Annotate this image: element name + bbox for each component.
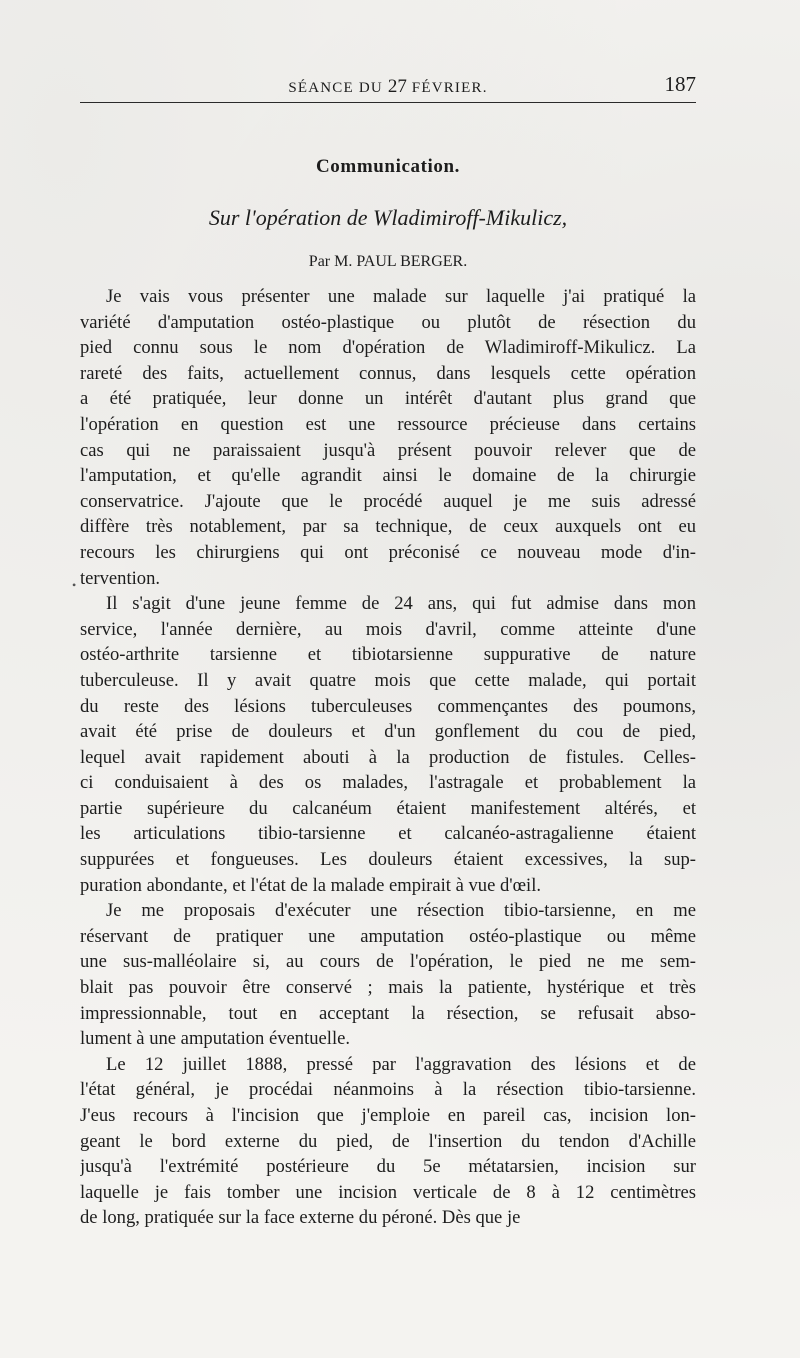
text-line: suppurées et fongueuses. Les douleurs étaient excessives, la sup-	[80, 849, 696, 871]
paragraph	[80, 591, 696, 898]
text-line: lument à une amputation éventuelle.	[80, 1028, 351, 1050]
text-line: l'état général, je procédai néanmoins à la résection tibio-tarsienne.	[80, 1079, 696, 1101]
text-line: une sus-malléolaire si, au cours de l'opération, le pied ne me sem-	[80, 951, 696, 973]
text-line: variété d'amputation ostéo-plastique ou plutôt de résection du	[80, 311, 696, 333]
text-line: a été pratiquée, leur donne un intérêt d'autant plus grand que	[80, 388, 696, 410]
text-line: cas qui ne paraissaient jusqu'à présent pouvoir relever que de	[80, 439, 696, 461]
text-line: ostéo-arthrite tarsienne et tibiotarsienne suppurative de nature	[80, 644, 696, 666]
paragraph	[80, 898, 696, 1052]
margin-mark: •	[72, 578, 77, 592]
header-rule	[80, 102, 696, 103]
text-line: geant le bord externe du pied, de l'insertion du tendon d'Achille	[80, 1130, 696, 1152]
body-text	[80, 284, 696, 1231]
text-line: Il s'agit d'une jeune femme de 24 ans, qui fut admise dans mon	[106, 593, 696, 615]
byline: Par M. PAUL BERGER.	[308, 253, 468, 270]
running-title	[80, 76, 696, 98]
running-title-day: 27	[387, 76, 407, 97]
running-title-suffix: FÉVRIER.	[406, 80, 488, 96]
text-line: ci conduisaient à des os malades, l'astragale et probablement la	[80, 772, 696, 794]
text-line: tuberculeuse. Il y avait quatre mois que cette malade, qui portait	[80, 669, 696, 691]
text-line: puration abondante, et l'état de la malade empirait à vue d'œil.	[80, 874, 542, 896]
text-line: impressionnable, tout en acceptant la résection, se refusait abso-	[80, 1002, 696, 1024]
text-line: pied connu sous le nom d'opération de Wladimiroff-Mikulicz. La	[80, 337, 696, 359]
text-line: Le 12 juillet 1888, pressé par l'aggravation des lésions et de	[106, 1053, 696, 1075]
paragraph	[80, 1052, 696, 1231]
text-line: blait pas pouvoir être conservé ; mais la patiente, hystérique et très	[80, 977, 696, 999]
text-line: du reste des lésions tuberculeuses commençantes des poumons,	[80, 695, 696, 717]
text-line: jusqu'à l'extrémité postérieure du 5e métatarsien, incision sur	[80, 1156, 696, 1178]
text-line: avait été prise de douleurs et d'un gonflement du cou de pied,	[80, 721, 696, 743]
text-line: Je me proposais d'exécuter une résection tibio-tarsienne, en me	[106, 900, 696, 922]
paragraph	[80, 284, 696, 591]
running-title-prefix: SÉANCE DU	[288, 80, 388, 96]
text-line: conservatrice. J'ajoute que le procédé auquel je me suis adressé	[80, 490, 696, 512]
text-line: Je vais vous présenter une malade sur laquelle j'ai pratiqué la	[106, 286, 696, 307]
page-number: 187	[664, 72, 696, 96]
text-line: service, l'année dernière, au mois d'avril, comme atteinte d'une	[80, 618, 696, 640]
text-line: réservant de pratiquer une amputation ostéo-plastique ou même	[80, 925, 696, 947]
text-line: J'eus recours à l'incision que j'emploie en pareil cas, incision lon-	[80, 1105, 696, 1126]
text-line: l'opération en question est une ressource précieuse dans certains	[80, 413, 696, 435]
text-line: lequel avait rapidement abouti à la production de fistules. Celles-	[80, 746, 696, 768]
article-title: Sur l'opération de Wladimiroff-Mikulicz,	[208, 205, 568, 230]
text-line: laquelle je fais tomber une incision verticale de 8 à 12 centimètres	[80, 1181, 696, 1203]
text-line: les articulations tibio-tarsienne et calcanéo-astragalienne étaient	[80, 823, 696, 845]
text-line: rareté des faits, actuellement connus, dans lesquels cette opération	[80, 362, 696, 384]
page-header	[80, 70, 696, 100]
text-line: diffère très notablement, par sa technique, de ceux auxquels ont eu	[80, 516, 696, 538]
text-line: recours les chirurgiens qui ont préconisé ce nouveau mode d'in-	[80, 541, 696, 563]
section-heading: Communication.	[315, 156, 461, 177]
text-line: de long, pratiquée sur la face externe du péroné. Dès que je	[80, 1207, 521, 1229]
text-line: l'amputation, et qu'elle agrandit ainsi le domaine de la chirurgie	[80, 465, 696, 487]
text-line: tervention.	[80, 567, 161, 589]
text-line: partie supérieure du calcanéum étaient manifestement altérés, et	[80, 797, 696, 819]
